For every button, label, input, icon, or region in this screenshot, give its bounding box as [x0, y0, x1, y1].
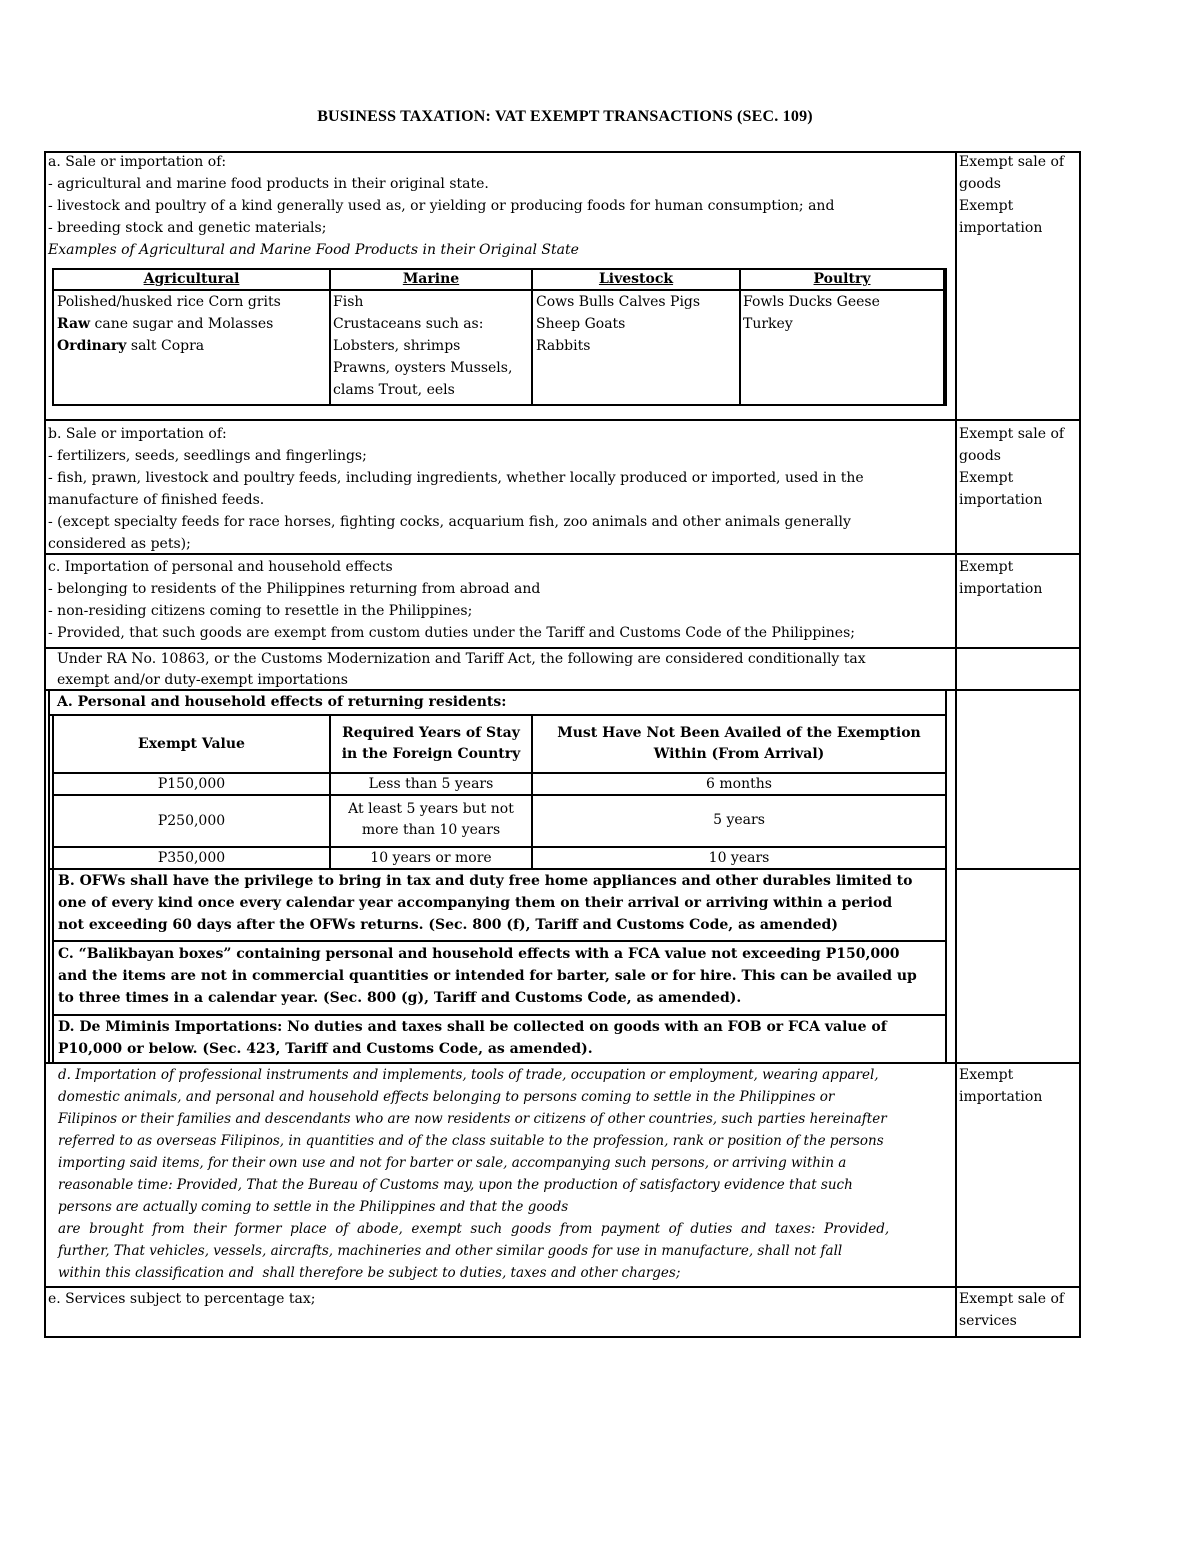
poultry-items [743, 291, 880, 335]
years-line: more than 10 years [361, 822, 501, 838]
marine-item: Crustaceans such as: [333, 316, 484, 332]
inner-left-border [48, 689, 50, 1062]
boxed-rule [52, 940, 947, 942]
treatment-line: goods [959, 448, 1001, 464]
section-a-text [48, 151, 834, 261]
agricultural-items [57, 291, 281, 357]
section-b-line: - fish, prawn, livestock and poultry feeds, including ingredients, whether locally produced or imported, used in the [48, 470, 864, 486]
balikbayan-line: to three times in a calendar year. (Sec. 800 (g), Tariff and Customs Code, as amended). [58, 990, 742, 1006]
availed-cell: 10 years [708, 850, 770, 866]
section-d-line: Filipinos or their families and descendants who are now residents or citizens of other countries, such parties hereinafter [58, 1111, 887, 1127]
treatment-line: importation [959, 581, 1043, 597]
treatment-line: importation [959, 492, 1043, 508]
section-b-line: considered as pets); [48, 536, 191, 552]
ra-note-line: Under RA No. 10863, or the Customs Modernization and Tariff Act, the following are considered conditionally tax [57, 651, 866, 667]
header-line: in the Foreign Country [341, 746, 521, 762]
exempt-value-cell: P250,000 [157, 813, 226, 829]
marine-item: clams Trout, eels [333, 382, 455, 398]
section-d-line: referred to as overseas Filipinos, in quantities and of the class suitable to the profession, rank or position of the persons [58, 1133, 884, 1149]
livestock-items [536, 291, 700, 357]
treatment-line: Exempt sale of [959, 154, 1065, 170]
section-b-line: - (except specialty feeds for race horses, fighting cocks, acquarium fish, zoo animals and other animals generally [48, 514, 851, 530]
balikbayan-line: C. “Balikbayan boxes” containing personal and household effects with a FCA value not exceeding P150,000 [58, 946, 900, 962]
row-separator [955, 868, 1081, 870]
header-line: Within (From Arrival) [653, 746, 825, 762]
header-marine: Marine [402, 271, 460, 287]
years-line: At least 5 years but not [348, 801, 514, 817]
section-d-treatment [959, 1064, 1042, 1108]
section-e-treatment [959, 1288, 1064, 1332]
section-a-treatment [959, 151, 1064, 239]
header-agricultural: Agricultural [143, 271, 240, 287]
livestock-item: Sheep Goats [536, 316, 626, 332]
livestock-item: Cows Bulls Calves Pigs [536, 294, 701, 310]
exempt-value-cell: P150,000 [157, 776, 226, 792]
header-livestock: Livestock [598, 271, 674, 287]
ofw-line: one of every kind once every calendar year accompanying them on their arrival or arriving within a period [58, 895, 893, 911]
treatment-line: goods [959, 176, 1001, 192]
years-cell: Less than 5 years [368, 776, 494, 792]
ra-note-line: exempt and/or duty-exempt importations [57, 672, 348, 688]
section-c-line: - Provided, that such goods are exempt from custom duties under the Tariff and Customs Code of the Philippines; [48, 625, 855, 641]
section-c-text [48, 556, 855, 644]
section-d-line: reasonable time: Provided, That the Bureau of Customs may, upon the production of satisfactory evidence that such [58, 1177, 853, 1193]
de-minimis-text [58, 1016, 887, 1060]
section-a-line: a. Sale or importation of: [48, 154, 227, 170]
treatment-line: Exempt sale of [959, 426, 1065, 442]
header-line: Must Have Not Been Availed of the Exemption [557, 725, 921, 741]
availed-cell: 6 months [706, 776, 772, 792]
de-minimis-line: D. De Miminis Importations: No duties and taxes shall be collected on goods with an FOB or FCA value of [58, 1019, 887, 1035]
livestock-item: Rabbits [536, 338, 591, 354]
years-cell [331, 799, 531, 841]
header-availed [533, 723, 945, 765]
marine-item: Lobsters, shrimps [333, 338, 461, 354]
boxed-left [52, 868, 54, 1062]
section-b-line: manufacture of finished feeds. [48, 492, 265, 508]
returning-residents-heading: A. Personal and household effects of returning residents: [57, 694, 507, 710]
row-separator [44, 419, 1081, 421]
balikbayan-text [58, 943, 917, 1009]
ofw-line: B. OFWs shall have the privilege to bring in tax and duty free home appliances and other durables limited to [58, 873, 913, 889]
treatment-line: importation [959, 220, 1043, 236]
section-c-line: - belonging to residents of the Philippines returning from abroad and [48, 581, 541, 597]
years-cell: 10 years or more [370, 850, 492, 866]
heading-rule [48, 714, 947, 716]
page-title: BUSINESS TAXATION: VAT EXEMPT TRANSACTIONS (SEC. 109) [317, 108, 813, 125]
treatment-line: Exempt [959, 198, 1014, 214]
treatment-line: Exempt [959, 470, 1014, 486]
poultry-item: Fowls Ducks Geese [743, 294, 880, 310]
ofw-text [58, 870, 912, 936]
treatment-line: importation [959, 1089, 1043, 1105]
treatment-line: Exempt sale of [959, 1291, 1065, 1307]
de-minimis-line: P10,000 or below. (Sec. 423, Tariff and Customs Code, as amended). [58, 1041, 593, 1057]
section-b-line: b. Sale or importation of: [48, 426, 227, 442]
balikbayan-line: and the items are not in commercial quantities or intended for barter, sale or for hire. This can be availed up [58, 968, 917, 984]
section-d-line: importing said items, for their own use and not for barter or sale, accompanying such persons, or arriving within a [58, 1155, 847, 1171]
marine-items [333, 291, 512, 401]
section-c-treatment [959, 556, 1042, 600]
treatment-line: Exempt [959, 1067, 1014, 1083]
section-d-line: domestic animals, and personal and household effects belonging to persons coming to settle in the Philippines or [58, 1089, 835, 1105]
section-a-line: - agricultural and marine food products in their original state. [48, 176, 489, 192]
section-c-line: - non-residing citizens coming to resettle in the Philippines; [48, 603, 473, 619]
poultry-item: Turkey [743, 316, 793, 332]
inner-right-border [945, 689, 947, 1062]
section-b-treatment [959, 423, 1064, 511]
header-poultry: Poultry [813, 271, 871, 287]
section-d-line: d. Importation of professional instruments and implements, tools of trade, occupation or employment, wearing apparel, [58, 1067, 879, 1083]
section-c-line: c. Importation of personal and household effects [48, 559, 393, 575]
section-e-line: e. Services subject to percentage tax; [48, 1291, 316, 1307]
examples-caption: Examples of Agricultural and Marine Food Products in their Original State [48, 242, 579, 258]
ra-note [57, 649, 866, 691]
section-b-text [48, 423, 864, 555]
section-e-text [48, 1288, 315, 1310]
right-column-divider [955, 151, 957, 1338]
section-a-line: - breeding stock and genetic materials; [48, 220, 327, 236]
agricultural-item: Raw cane sugar and Molasses [57, 316, 274, 332]
availed-cell: 5 years [713, 812, 765, 828]
header-exempt-value: Exempt Value [138, 736, 245, 752]
marine-item: Fish [333, 294, 364, 310]
section-a-line: - livestock and poultry of a kind generally used as, or yielding or producing foods for human consumption; and [48, 198, 835, 214]
header-line: Required Years of Stay [342, 725, 520, 741]
exempt-value-cell: P350,000 [157, 850, 226, 866]
treatment-line: Exempt [959, 559, 1014, 575]
marine-item: Prawns, oysters Mussels, [333, 360, 513, 376]
section-b-line: - fertilizers, seeds, seedlings and fingerlings; [48, 448, 367, 464]
section-d-line: are brought from their former place of abode, exempt such goods from payment of duties and taxes: Provided, [58, 1221, 890, 1237]
section-d-line: within this classification and shall therefore be subject to duties, taxes and other charges; [58, 1265, 681, 1281]
section-d-line: persons are actually coming to settle in the Philippines and that the goods [58, 1199, 569, 1215]
header-required-years [331, 723, 531, 765]
agricultural-item: Ordinary salt Copra [57, 338, 205, 354]
section-d-line: further, That vehicles, vessels, aircrafts, machineries and other similar goods for use in manufacture, shall not fall [58, 1243, 843, 1259]
agricultural-item: Polished/husked rice Corn grits [57, 294, 281, 310]
treatment-line: services [959, 1313, 1017, 1329]
section-d-text [58, 1064, 889, 1284]
ofw-line: not exceeding 60 days after the OFWs returns. (Sec. 800 (f), Tariff and Customs Code, as amended) [58, 917, 838, 933]
